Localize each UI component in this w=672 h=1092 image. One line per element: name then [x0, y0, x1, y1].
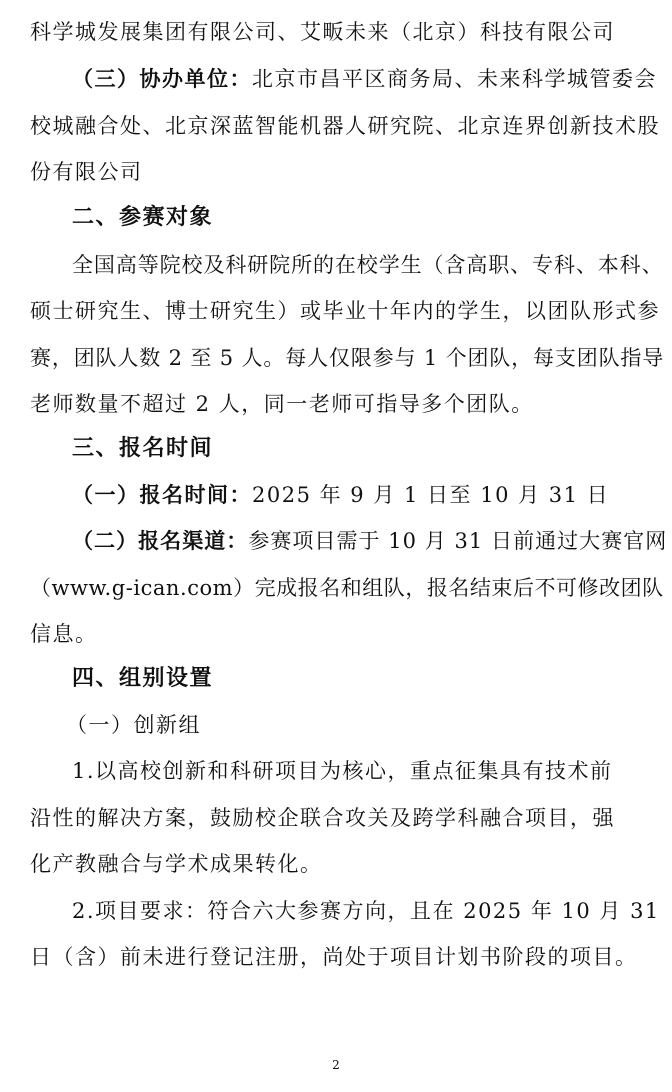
subheading-innovation-group: （一）创新组	[66, 713, 201, 737]
page-number: 2	[332, 1058, 340, 1072]
section-heading-registration-time: 三、报名时间	[72, 436, 214, 461]
registration-time-text: 2025 年 9 月 1 日至 10 月 31 日	[252, 483, 610, 507]
text-line: 日（含）前未进行登记注册，尚处于项目计划书阶段的项目。	[30, 945, 638, 969]
text-line: 2.项目要求：符合六大参赛方向，且在 2025 年 10 月 31	[72, 899, 660, 923]
text-line: 赛，团队人数 2 至 5 人。每人仅限参与 1 个团队，每支团队指导	[30, 346, 665, 370]
co-organizer-text: 北京市昌平区商务局、未来科学城管委会	[252, 67, 657, 91]
co-organizer-label: （三）协办单位：	[72, 67, 252, 91]
text-line: 全国高等院校及科研院所的在校学生（含高职、专科、本科、	[72, 253, 664, 277]
registration-channel-line	[72, 531, 667, 552]
section-heading-participants: 二、参赛对象	[72, 205, 214, 230]
text-line: 老师数量不超过 2 人，同一老师可指导多个团队。	[30, 392, 534, 416]
text-line: 硕士研究生、博士研究生）或毕业十年内的学生，以团队形式参	[30, 299, 660, 323]
text-line: 份有限公司	[30, 160, 143, 184]
text-line: 化产教融合与学术成果转化。	[30, 852, 323, 876]
registration-time-line	[72, 485, 609, 506]
text-line: 沿性的解决方案，鼓励校企联合攻关及跨学科融合项目，强	[30, 806, 615, 830]
text-line: 科学城发展集团有限公司、艾畈未来（北京）科技有限公司	[30, 20, 615, 44]
text-line: 1.以高校创新和科研项目为核心，重点征集具有技术前	[72, 759, 613, 783]
registration-channel-text: 参赛项目需于 10 月 31 日前通过大赛官网	[248, 529, 668, 553]
text-line: （www.g-ican.com）完成报名和组队，报名结束后不可修改团队	[30, 576, 664, 600]
registration-channel-label: （二）报名渠道：	[72, 529, 249, 553]
co-organizer-line	[72, 69, 657, 90]
registration-time-label: （一）报名时间：	[72, 483, 252, 507]
text-line: 信息。	[30, 622, 98, 646]
text-line: 校城融合处、北京深蓝智能机器人研究院、北京连界创新技术股	[30, 114, 660, 138]
section-heading-groups: 四、组别设置	[72, 666, 214, 691]
